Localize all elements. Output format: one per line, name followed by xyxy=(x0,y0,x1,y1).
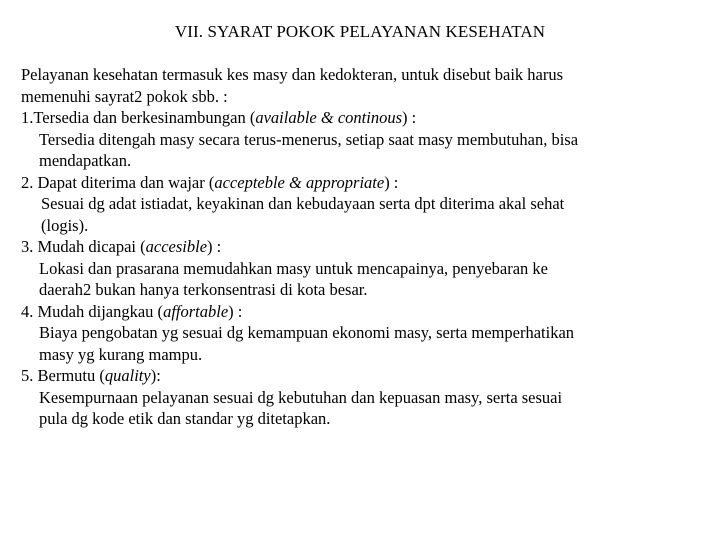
item-heading-suffix: ) : xyxy=(228,301,243,321)
item-heading xyxy=(21,172,701,194)
item-description-continued: pula dg kode etik dan standar yg ditetapkan. xyxy=(39,409,331,428)
item-heading-text: 3. Mudah dicapai ( xyxy=(21,237,146,256)
item-heading-suffix: ): xyxy=(150,366,161,385)
item-term: accepteble & appropriate xyxy=(214,172,385,192)
item-term: quality xyxy=(104,366,151,385)
item-heading-suffix: ) : xyxy=(207,237,222,256)
item-description-continued: mendapatkan. xyxy=(39,151,132,170)
item-heading xyxy=(21,236,701,258)
item-term: affortable xyxy=(163,301,229,321)
item-heading xyxy=(21,301,701,323)
item-term: accesible xyxy=(145,237,208,256)
slide-body xyxy=(21,64,701,430)
item-description: Biaya pengobatan yg sesuai dg kemampuan ekonomi masy, serta memperhatikan xyxy=(39,323,575,342)
item-description-continued: masy yg kurang mampu. xyxy=(39,344,203,364)
item-heading-suffix: ) : xyxy=(384,172,399,192)
item-heading-suffix: ) : xyxy=(402,108,417,127)
slide-title: VII. SYARAT POKOK PELAYANAN KESEHATAN xyxy=(174,22,546,41)
item-heading xyxy=(21,107,701,129)
item-description: Sesuai dg adat istiadat, keyakinan dan kebudayaan serta dpt diterima akal sehat xyxy=(41,194,565,213)
item-heading-text: 1.Tersedia dan berkesinambungan ( xyxy=(21,108,256,127)
item-description-continued: (logis). xyxy=(41,215,89,235)
intro-line-2: memenuhi sayrat2 pokok sbb. : xyxy=(21,86,228,106)
item-term: available & continous xyxy=(255,108,402,127)
item-heading-text: 2. Dapat diterima dan wajar ( xyxy=(21,172,215,192)
item-description: Kesempurnaan pelayanan sesuai dg kebutuhan dan kepuasan masy, serta sesuai xyxy=(39,387,563,407)
item-heading-text: 4. Mudah dijangkau ( xyxy=(21,301,164,321)
item-description: Lokasi dan prasarana memudahkan masy untuk mencapainya, penyebaran ke xyxy=(39,258,549,278)
item-description: Tersedia ditengah masy secara terus-menerus, setiap saat masy membutuhan, bisa xyxy=(39,129,579,149)
item-heading-text: 5. Bermutu ( xyxy=(21,366,105,385)
intro-line-1: Pelayanan kesehatan termasuk kes masy dan kedokteran, untuk disebut baik harus xyxy=(21,65,564,84)
item-description-continued: daerah2 bukan hanya terkonsentrasi di kota besar. xyxy=(39,280,368,299)
item-heading xyxy=(21,365,701,387)
